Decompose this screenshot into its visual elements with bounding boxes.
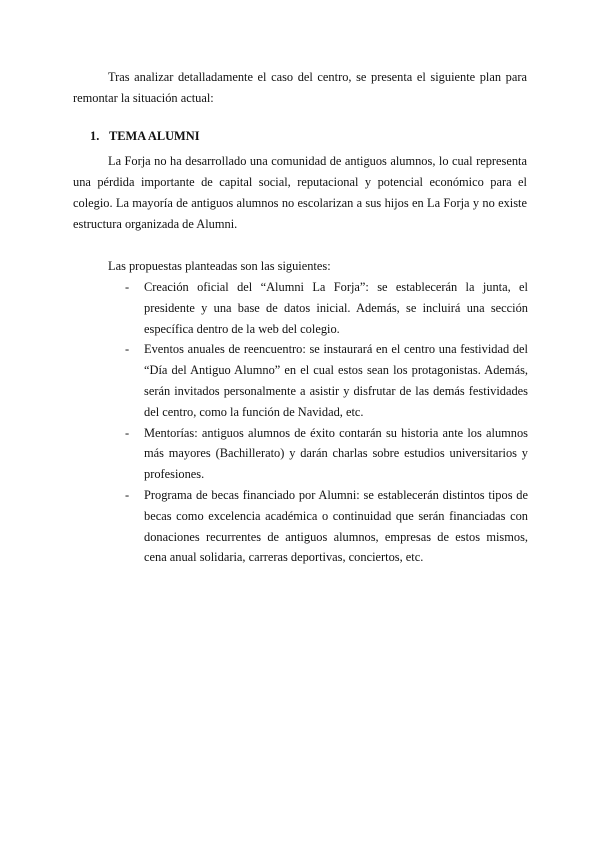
bullet-dash: - bbox=[125, 487, 130, 502]
list-item-text: Creación oficial del “Alumni La Forja”: se establecerán la junta, el presidente y una base de datos inicial. Además, se incluirá una sección específica dentro de la web del colegio. bbox=[144, 280, 528, 336]
section-title: TEMA ALUMNI bbox=[109, 129, 200, 143]
proposals-intro: Las propuestas planteadas son las siguientes: bbox=[108, 259, 331, 273]
list-item-text: Mentorías: antiguos alumnos de éxito contarán su historia ante los alumnos más mayores (Bachillerato) y darán charlas sobre estudios universitarios y profesiones. bbox=[144, 425, 528, 482]
bullet-dash: - bbox=[125, 280, 130, 294]
intro-paragraph: Tras analizar detalladamente el caso del centro, se presenta el siguiente plan para remontar la situación actual: bbox=[73, 70, 527, 105]
bullet-dash: - bbox=[125, 342, 130, 357]
section-body-paragraph: La Forja no ha desarrollado una comunidad de antiguos alumnos, lo cual representa una pérdida importante de capital social, reputacional y potencial económico para el colegio. La mayoría de antiguos alumnos no escolarizan a sus hijos en La Forja y no existe estructura organizada de Alumni. bbox=[73, 154, 527, 231]
list-item bbox=[108, 339, 528, 422]
list-item bbox=[108, 277, 528, 339]
list-item bbox=[108, 485, 528, 568]
section-number: 1. bbox=[90, 129, 100, 143]
list-item-text: Eventos anuales de reencuentro: se instaurará en el centro una festividad del “Día del Antiguo Alumno” en el cual estos sean los protagonistas. Además, serán invitados personalmente a asistir y disfrutar de las demás festividades del centro, como la función de Navidad, etc. bbox=[144, 342, 528, 419]
list-item-text: Programa de becas financiado por Alumni: se establecerán distintos tipos de becas como excelencia académica o continuidad que serán financiadas con donaciones recurrentes de antiguos alumnos, empresas de estos mismos, cena anual solidaria, carreras deportivas, conciertos, etc. bbox=[144, 487, 528, 565]
section-heading bbox=[90, 126, 200, 147]
proposals-list bbox=[108, 277, 528, 568]
bullet-dash: - bbox=[125, 425, 130, 440]
list-item bbox=[108, 423, 528, 485]
